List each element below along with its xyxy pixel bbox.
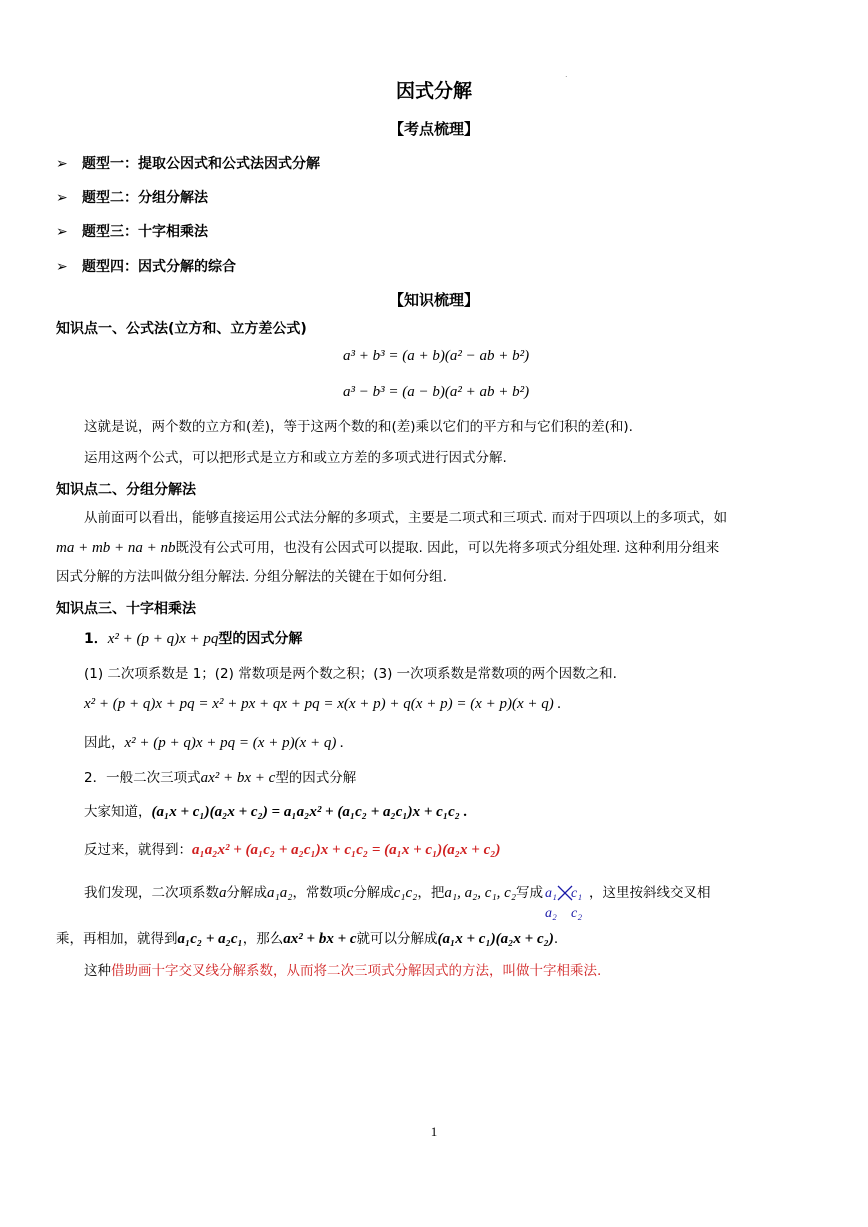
formula-sum-of-cubes: a³ + b³ = (a + b)(a² − ab + b²) xyxy=(343,348,530,364)
knowledge-heading-2: 知识点二、分组分解法 xyxy=(56,482,196,498)
speck: . xyxy=(565,70,568,79)
paragraph-cubes-usage: 运用这两个公式，可以把形式是立方和或立方差的多项式进行因式分解. xyxy=(84,450,507,466)
equation-pq-expansion: x² + (p + q)x + pq = x² + px + qx + pq = x(x + p) + q(x + p) = (x + p)(x + q) . xyxy=(84,696,562,712)
arrow-bullet-icon: ➢ xyxy=(56,156,68,172)
knowledge-heading-3: 知识点三、十字相乘法 xyxy=(56,601,196,617)
topic-item-1: ➢ 题型一：提取公因式和公式法因式分解 xyxy=(56,156,320,172)
page-number: 1 xyxy=(430,1124,438,1139)
arrow-bullet-icon: ➢ xyxy=(56,190,68,206)
formula-difference-of-cubes: a³ − b³ = (a − b)(a² + ab + b²) xyxy=(343,384,530,400)
paragraph-grouping-line-2: ma + mb + na + nb既没有公式可用，也没有公因式可以提取. 因此，可以先将多项式分组处理. 这种利用分组来 xyxy=(56,540,720,556)
cross-multiplication-diagram: a₁ a₂ c₁ c₂ xyxy=(545,886,583,921)
subheading-pq-type: 1．x² + (p + q)x + pq型的因式分解 xyxy=(84,631,303,647)
paragraph-grouping-line-1: 从前面可以看出，能够直接运用公式法分解的多项式，主要是二项式和三项式. 而对于四项以上的多项式，如 xyxy=(84,510,728,526)
section-heading-knowledge: 【知识梳理】 xyxy=(388,291,479,309)
conditions-line: (1) 二次项系数是 1；(2) 常数项是两个数之积；(3) 一次项系数是常数项的两个因数之和. xyxy=(84,666,617,682)
arrow-bullet-icon: ➢ xyxy=(56,259,68,275)
paragraph-grouping-line-3: 因式分解的方法叫做分组分解法. 分组分解法的关键在于如何分组. xyxy=(56,569,447,585)
definition-line: 这种借助画十字交叉线分解系数，从而将二次三项式分解因式的方法，叫做十字相乘法. xyxy=(84,963,602,979)
page-title: 因式分解 xyxy=(395,80,472,102)
section-heading-exam-points: 【考点梳理】 xyxy=(388,120,479,138)
known-expansion-line: 大家知道，(a₁x + c₁)(a₂x + c₂) = a₁a₂x² + (a₁c₂ + a₂c₁)x + c₁c₂ . xyxy=(84,804,468,820)
knowledge-heading-1: 知识点一、公式法(立方和、立方差公式) xyxy=(56,321,307,337)
topic-item-3: ➢ 题型三：十字相乘法 xyxy=(56,224,208,240)
therefore-line: 因此，x² + (p + q)x + pq = (x + p)(x + q) . xyxy=(84,735,344,751)
cross-lines-icon xyxy=(557,885,573,901)
topic-item-4: ➢ 题型四：因式分解的综合 xyxy=(56,259,236,275)
subheading-general-trinomial: 2．一般二次三项式ax² + bx + c型的因式分解 xyxy=(84,770,357,786)
arrow-bullet-icon: ➢ xyxy=(56,224,68,240)
reverse-line: 反过来，就得到：a₁a₂x² + (a₁c₂ + a₂c₁)x + c₁c₂ = (a₁x + c₁)(a₂x + c₂) xyxy=(84,842,501,858)
discovery-line: 我们发现，二次项系数a分解成a₁a₂，常数项c分解成c₁c₂，把a₁, a₂, c₁, c₂写成 a₁ a₂ c₁ c₂ ，这里按斜线交叉相 xyxy=(84,873,711,913)
multiply-line: 乘，再相加，就得到a₁c₂ + a₂c₁，那么ax² + bx + c就可以分解成(a₁x + c₁)(a₂x + c₂). xyxy=(56,931,559,947)
topic-item-2: ➢ 题型二：分组分解法 xyxy=(56,190,208,206)
paragraph-cubes-explanation: 这就是说，两个数的立方和(差)，等于这两个数的和(差)乘以它们的平方和与它们积的差(和). xyxy=(84,419,633,435)
